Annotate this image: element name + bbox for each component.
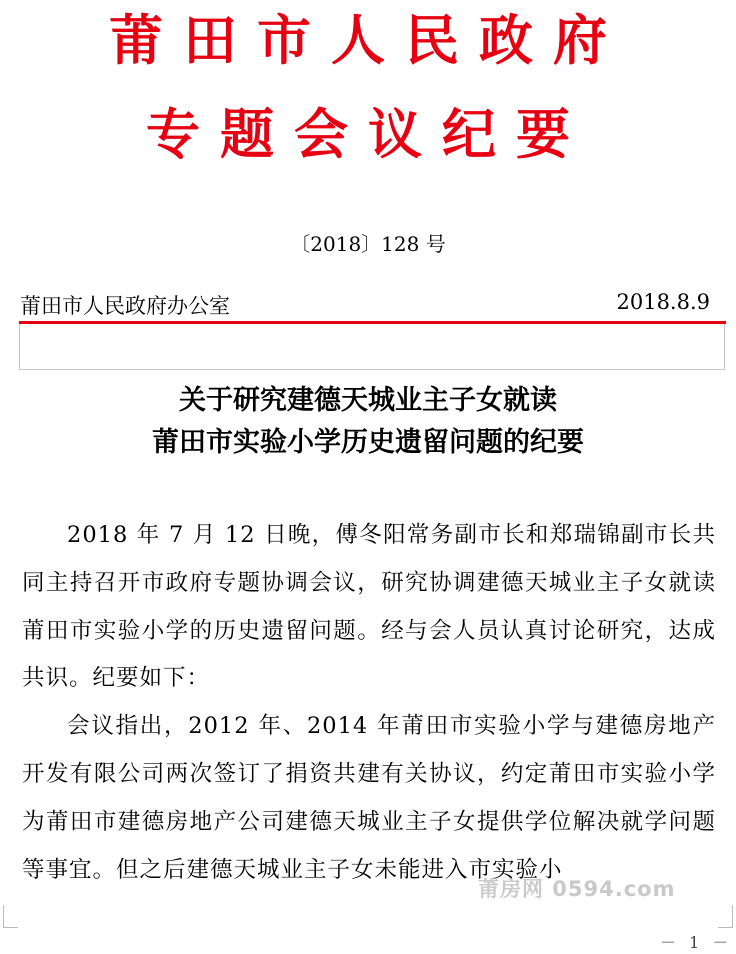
document-body [22,512,716,894]
header-title-line1: 莆田市人民政府 [109,9,627,72]
frame-border-bottom [19,369,725,370]
issue-date: 2018.8.9 [616,290,710,314]
frame-border-left [19,324,20,370]
page-number: － 1 － [660,933,733,952]
document-title-line2: 莆田市实验小学历史遗留问题的纪要 [152,427,584,458]
issuing-office: 莆田市人民政府办公室 [20,294,230,318]
page-corner-mark-right [718,905,733,928]
frame-border-right [724,324,725,370]
document-number: 〔2018〕128 号 [290,232,446,256]
body-paragraph-1: 2018 年 7 月 12 日晚，傅冬阳常务副市长和郑瑞锦副市长共同主持召开市政府专题协调会议，研究协调建德天城业主子女就读莆田市实验小学的历史遗留问题。经与会人员认真讨论研究，达成共识。纪要如下： [22,522,716,692]
red-separator-line [19,321,726,324]
document-title-line1: 关于研究建德天城业主子女就读 [179,385,557,416]
body-paragraph-2: 会议指出，2012 年、2014 年莆田市实验小学与建德房地产开发有限公司两次签订了捐资共建有关协议，约定莆田市实验小学为莆田市建德房地产公司建德天城业主子女提供学位解决就学问题等事宜。但之后建德天城业主子女未能进入市实验小 [22,713,716,883]
header-title-line2: 专题会议纪要 [146,103,590,166]
site-watermark: 莆房网 0594.com [478,877,676,901]
page-corner-mark-left [3,905,18,928]
